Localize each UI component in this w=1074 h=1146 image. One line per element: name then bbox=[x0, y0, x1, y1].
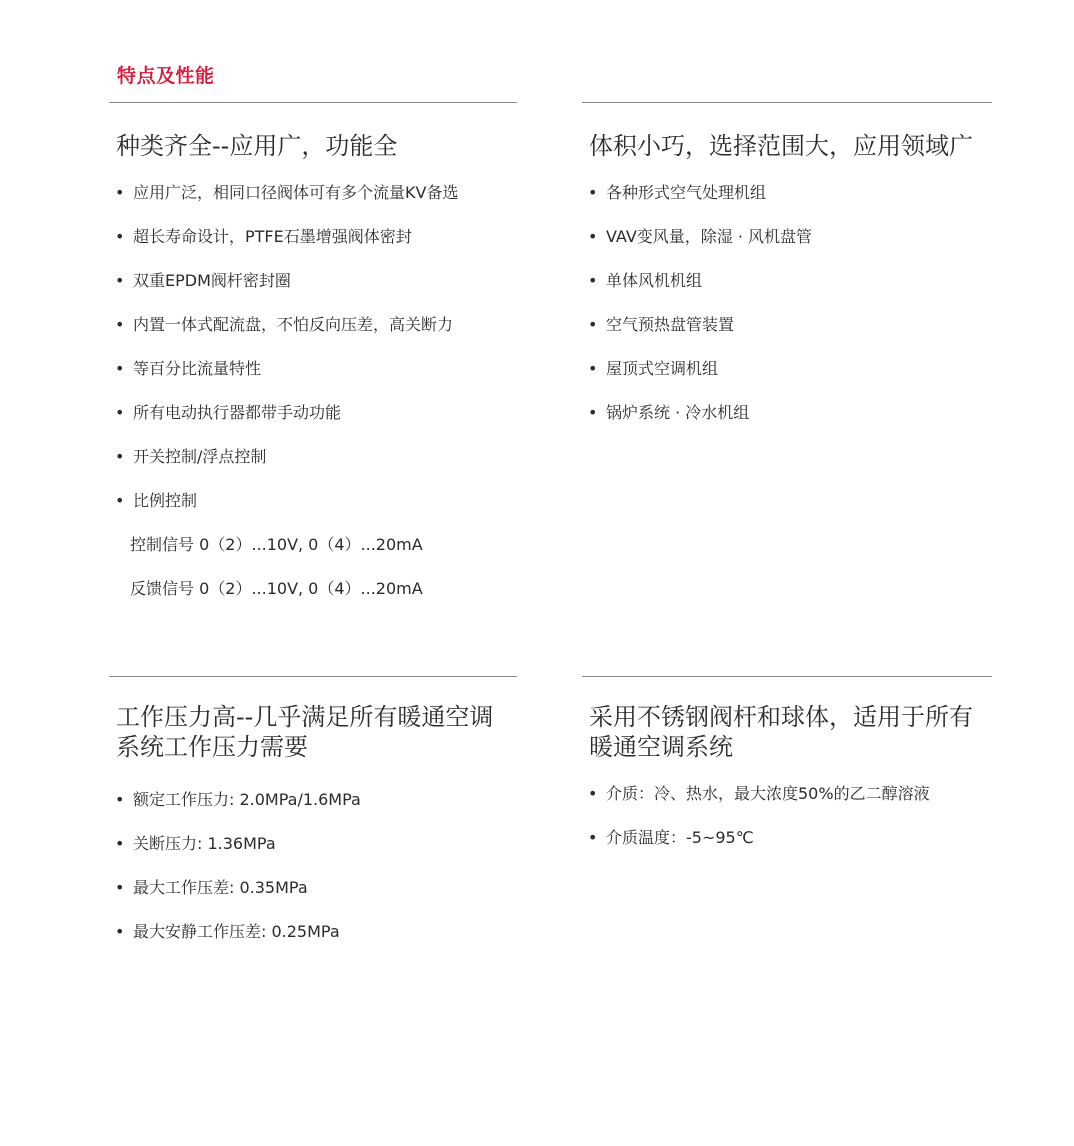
list-item: • 内置一体式配流盘，不怕反向压差，高关断力 bbox=[115, 315, 454, 334]
section-heading: 种类齐全--应用广，功能全 bbox=[116, 132, 398, 160]
list-item: • 屋顶式空调机组 bbox=[588, 359, 719, 378]
bullet-icon: • bbox=[115, 878, 125, 897]
bullet-icon: • bbox=[115, 834, 125, 853]
section-applications bbox=[582, 102, 992, 447]
list-item: • 比例控制 bbox=[115, 491, 198, 510]
bullet-icon: • bbox=[115, 491, 125, 510]
bullet-icon: • bbox=[588, 183, 598, 202]
section-heading bbox=[582, 702, 992, 762]
list-item: • 所有电动执行器都带手动功能 bbox=[115, 403, 342, 422]
list-item: • 超长寿命设计，PTFE石墨增强阀体密封 bbox=[115, 227, 412, 246]
list-item: • 介质温度：-5~95℃ bbox=[588, 828, 754, 847]
list-sub-item: 反馈信号 0（2）...10V, 0（4）...20mA bbox=[130, 579, 423, 598]
feature-list bbox=[109, 183, 517, 623]
section-heading-line: 系统工作压力需要 bbox=[116, 733, 308, 761]
list-item: • VAV变风量，除湿 · 风机盘管 bbox=[588, 227, 813, 246]
bullet-icon: • bbox=[115, 447, 125, 466]
list-item: • 关断压力: 1.36MPa bbox=[115, 834, 276, 853]
list-item: • 最大安静工作压差: 0.25MPa bbox=[115, 922, 340, 941]
page-title: 特点及性能 bbox=[117, 65, 215, 87]
bullet-icon: • bbox=[588, 359, 598, 378]
list-item: • 锅炉系统 · 冷水机组 bbox=[588, 403, 750, 422]
bullet-icon: • bbox=[588, 227, 598, 246]
section-divider bbox=[582, 676, 992, 677]
section-heading-line: 工作压力高--几乎满足所有暖通空调 bbox=[116, 703, 494, 731]
bullet-icon: • bbox=[115, 315, 125, 334]
bullet-icon: • bbox=[115, 183, 125, 202]
section-pressure bbox=[109, 676, 517, 966]
bullet-icon: • bbox=[115, 227, 125, 246]
feature-list bbox=[109, 790, 517, 966]
bullet-icon: • bbox=[588, 403, 598, 422]
section-heading: 体积小巧，选择范围大，应用领域广 bbox=[589, 132, 973, 160]
section-divider bbox=[109, 102, 517, 103]
list-item: • 介质：冷、热水，最大浓度50%的乙二醇溶液 bbox=[588, 784, 930, 803]
bullet-icon: • bbox=[115, 359, 125, 378]
list-item: • 等百分比流量特性 bbox=[115, 359, 262, 378]
list-item: • 应用广泛，相同口径阀体可有多个流量KV备选 bbox=[115, 183, 459, 202]
bullet-icon: • bbox=[115, 403, 125, 422]
section-divider bbox=[582, 102, 992, 103]
bullet-icon: • bbox=[588, 784, 598, 803]
section-divider bbox=[109, 676, 517, 677]
bullet-icon: • bbox=[588, 828, 598, 847]
list-sub-item: 控制信号 0（2）...10V, 0（4）...20mA bbox=[130, 535, 423, 554]
list-item: • 单体风机机组 bbox=[588, 271, 703, 290]
list-item: • 额定工作压力: 2.0MPa/1.6MPa bbox=[115, 790, 361, 809]
section-materials bbox=[582, 676, 992, 872]
bullet-icon: • bbox=[588, 315, 598, 334]
bullet-icon: • bbox=[588, 271, 598, 290]
list-item: • 各种形式空气处理机组 bbox=[588, 183, 767, 202]
list-item: • 最大工作压差: 0.35MPa bbox=[115, 878, 308, 897]
section-variety bbox=[109, 102, 517, 623]
feature-list bbox=[582, 784, 992, 872]
feature-list bbox=[582, 183, 992, 447]
list-item: • 双重EPDM阀杆密封圈 bbox=[115, 271, 291, 290]
section-heading-line: 暖通空调系统 bbox=[589, 733, 733, 761]
bullet-icon: • bbox=[115, 271, 125, 290]
bullet-icon: • bbox=[115, 922, 125, 941]
section-heading-line: 采用不锈钢阀杆和球体，适用于所有 bbox=[589, 703, 973, 731]
list-item: • 开关控制/浮点控制 bbox=[115, 447, 267, 466]
list-item: • 空气预热盘管装置 bbox=[588, 315, 735, 334]
bullet-icon: • bbox=[115, 790, 125, 809]
section-heading bbox=[109, 702, 517, 762]
